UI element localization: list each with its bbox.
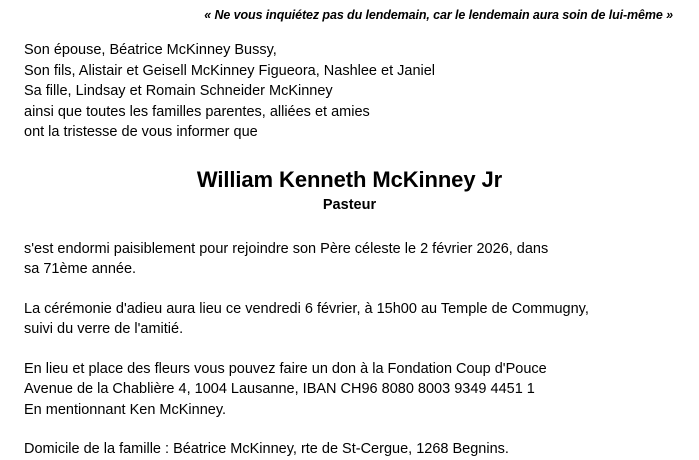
- paragraph-line: sa 71ème année.: [24, 261, 137, 277]
- paragraph-address: [24, 439, 675, 460]
- family-line: Son fils, Alistair et Geisell McKinney Figueora, Nashlee et Janiel: [24, 62, 436, 79]
- paragraph-passing: [24, 239, 675, 280]
- paragraph-line: Avenue de la Chablière 4, 1004 Lausanne, IBAN CH96 8080 8003 9349 4451 1: [24, 381, 535, 397]
- family-announcement-block: [24, 40, 675, 143]
- family-line: ont la tristesse de vous informer que: [24, 124, 258, 140]
- family-line: ainsi que toutes les familles parentes, alliées et amies: [24, 103, 370, 120]
- paragraph-line: suivi du verre de l'amitié.: [24, 321, 184, 337]
- deceased-name-block: [24, 167, 675, 215]
- family-line: Sa fille, Lindsay et Romain Schneider McKinney: [24, 83, 333, 99]
- paragraph-donation: [24, 359, 675, 421]
- paragraph-ceremony: [24, 299, 675, 340]
- paragraph-line: s'est endormi paisiblement pour rejoindre son Père céleste le 2 février 2026, dans: [24, 240, 549, 257]
- paragraph-line: La cérémonie d'adieu aura lieu ce vendredi 6 février, à 15h00 au Temple de Commugny,: [24, 300, 589, 317]
- epigraph-quote: « Ne vous inquiétez pas du lendemain, car le lendemain aura soin de lui-même »: [204, 8, 673, 22]
- deceased-role: Pasteur: [322, 196, 377, 213]
- paragraph-line: Domicile de la famille : Béatrice McKinney, rte de St-Cergue, 1268 Begnins.: [24, 441, 509, 457]
- paragraph-line: En lieu et place des fleurs vous pouvez faire un don à la Fondation Coup d'Pouce: [24, 360, 547, 377]
- deceased-name: William Kenneth McKinney Jr: [196, 166, 503, 192]
- family-line: Son épouse, Béatrice McKinney Bussy,: [24, 42, 277, 58]
- paragraph-line: En mentionnant Ken McKinney.: [24, 401, 227, 418]
